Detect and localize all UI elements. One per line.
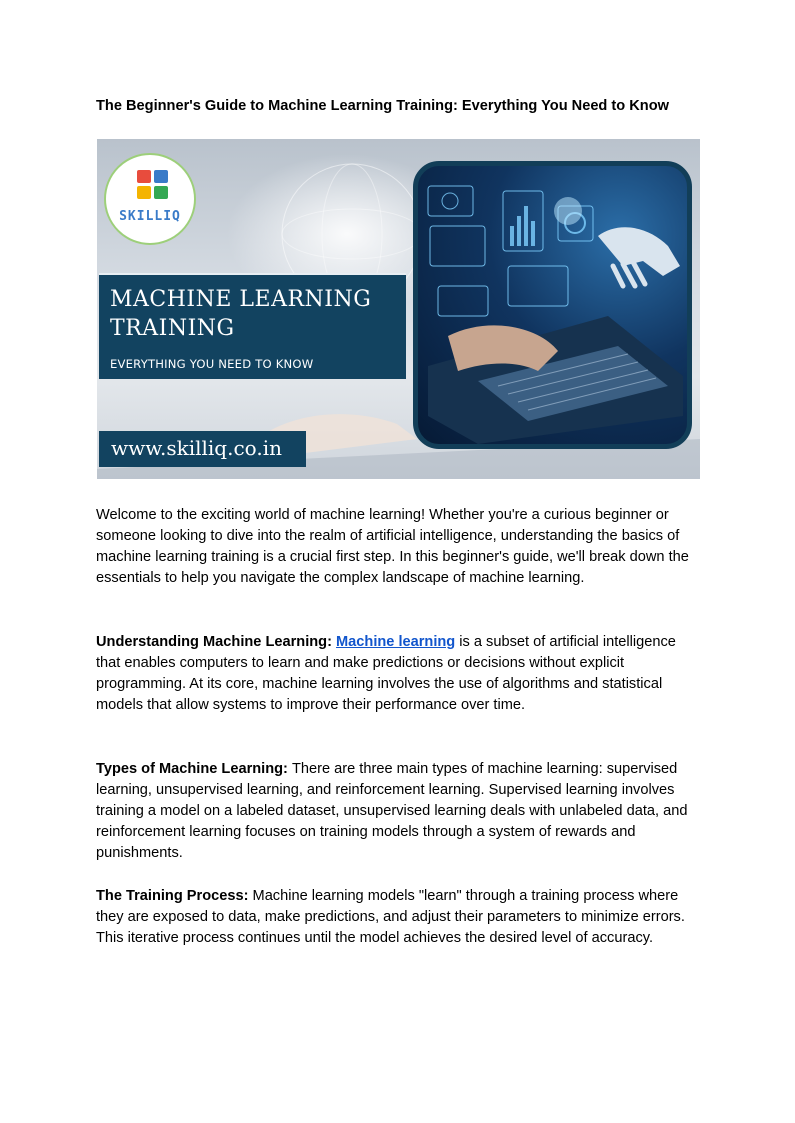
intro-paragraph: Welcome to the exciting world of machine learning! Whether you're a curious beginner or someone looking to dive into the realm of artificial intelligence, understanding the basics of machine learning training is a crucial first step. In this beginner's guide, we'll break down the essentials to help you navigate the complex landscape of machine learning.: [96, 507, 689, 586]
training-paragraph: [96, 886, 696, 949]
banner-heading: MACHINE LEARNING TRAINING: [110, 287, 372, 341]
banner-url: www.skilliq.co.in: [99, 431, 306, 467]
page-title: The Beginner's Guide to Machine Learning Training: Everything You Need to Know: [96, 98, 669, 114]
banner-title-box: [99, 273, 406, 379]
types-label: Types of Machine Learning:: [96, 761, 292, 777]
types-text: There are three main types of machine learning: supervised learning, unsupervised learning, and reinforcement learning. Supervised learning involves training a model on a labeled dataset, unsupervised learning deals with unlabeled data, and reinforcement learning focuses on training models through a system of rewards and punishments.: [96, 761, 688, 861]
logo-text: SKILLIQ: [119, 209, 181, 224]
training-label: The Training Process:: [96, 888, 253, 904]
understanding-label: Understanding Machine Learning:: [96, 634, 337, 650]
training-text: Machine learning models "learn" through a training process where they are exposed to data, make predictions, and adjust their parameters to minimize errors. This iterative process continues until the model achieves the desired level of accuracy.: [96, 888, 685, 946]
logo-mark-icon: [137, 170, 169, 200]
types-paragraph: [96, 759, 696, 864]
laptop-photo: [413, 161, 692, 449]
skilliq-logo: [104, 153, 196, 245]
understanding-paragraph: [96, 632, 696, 716]
banner-image: [97, 139, 700, 479]
banner-subheading: EVERYTHING YOU NEED TO KNOW: [110, 357, 314, 371]
understanding-text: is a subset of artificial intelligence that enables computers to learn and make predictions or decisions without explicit programming. At its core, machine learning involves the use of algorithms and statistical models that allow systems to improve their performance over time.: [96, 634, 676, 713]
machine-learning-link[interactable]: Machine learning: [336, 634, 456, 650]
